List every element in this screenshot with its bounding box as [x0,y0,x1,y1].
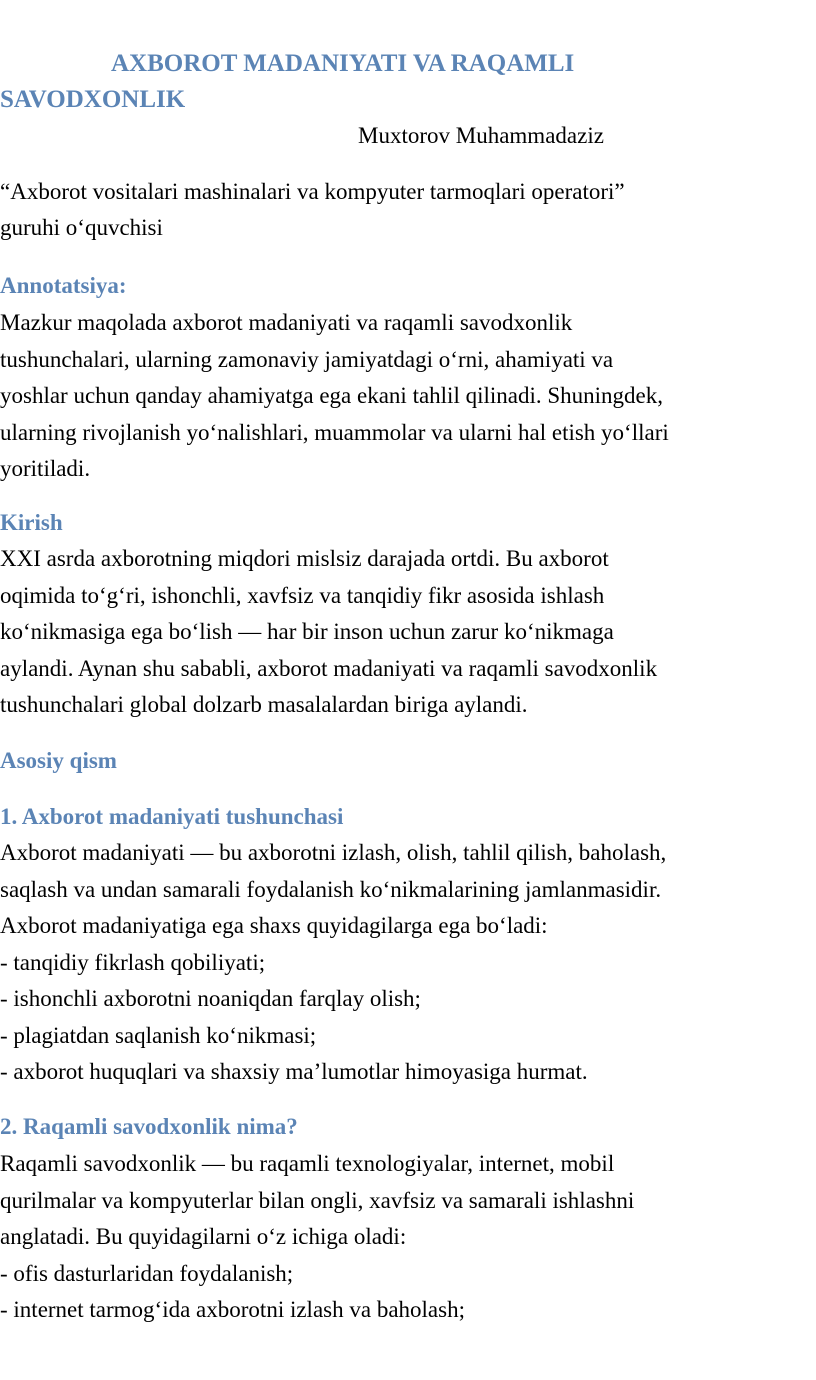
paragraph-line: Raqamli savodxonlik — bu raqamli texnologiyalar, internet, mobil [0,1151,615,1176]
paragraph-line: XXI asrda axborotning miqdori mislsiz darajada ortdi. Bu axborot [0,546,609,571]
paragraph-line: Axborot madaniyatiga ega shaxs quyidagilarga ega bo‘ladi: [0,913,548,938]
list-item: - plagiatdan saqlanish ko‘nikmasi; [0,1022,317,1048]
section1-paragraph [0,835,816,1091]
section1-heading: 1. Axborot madaniyati tushunchasi [0,804,344,829]
section2-heading: 2. Raqamli savodxonlik nima? [0,1114,298,1139]
main-heading: Asosiy qism [0,748,117,773]
author-name: Muxtorov Muhammadaziz [358,123,604,148]
list-item: - tanqidiy fikrlash qobiliyati; [0,949,266,975]
paragraph-line: anglatadi. Bu quyidagilarni o‘z ichiga oladi: [0,1224,407,1249]
paragraph-line: yoshlar uchun qanday ahamiyatga ega ekani tahlil qilinadi. Shuningdek, [0,383,663,408]
paragraph-line: Mazkur maqolada axborot madaniyati va raqamli savodxonlik [0,310,573,335]
document-title [0,46,760,118]
paragraph-line: saqlash va undan samarali foydalanish ko‘nikmalarining jamlanmasidir. [0,876,662,902]
section2-paragraph [0,1146,816,1329]
paragraph-line: yoritiladi. [0,456,91,481]
group-line: guruhi o‘quvchisi [0,215,163,240]
list-item: - axborot huquqlari va shaxsiy ma’lumotlar himoyasiga hurmat. [0,1059,588,1084]
title-line: AXBOROT MADANIYATI VA RAQAMLI [111,50,575,77]
title-line: SAVODXONLIK [0,86,186,113]
paragraph-line: oqimida to‘g‘ri, ishonchli, xavfsiz va tanqidiy fikr asosida ishlash [0,582,605,608]
intro-paragraph [0,541,816,724]
paragraph-line: Axborot madaniyati — bu axborotni izlash, olish, tahlil qilish, baholash, [0,840,667,865]
list-item: - ofis dasturlaridan foydalanish; [0,1260,294,1286]
list-item: - internet tarmog‘ida axborotni izlash va baholash; [0,1297,465,1322]
paragraph-line: qurilmalar va kompyuterlar bilan ongli, xavfsiz va samarali ishlashni [0,1187,635,1213]
intro-heading: Kirish [0,510,63,535]
annotation-paragraph [0,305,816,488]
paragraph-line: aylandi. Aynan shu sababli, axborot madaniyati va raqamli savodxonlik [0,655,658,681]
annotation-heading: Annotatsiya: [0,273,127,298]
group-line: “Axborot vositalari mashinalari va kompyuter tarmoqlari operatori” [0,179,625,204]
list-item: - ishonchli axborotni noaniqdan farqlay olish; [0,986,421,1011]
author-group [0,174,816,246]
paragraph-line: ularning rivojlanish yo‘nalishlari, muammolar va ularni hal etish yo‘llari [0,419,669,445]
paragraph-line: tushunchalari global dolzarb masalalardan biriga aylandi. [0,692,528,717]
paragraph-line: ko‘nikmasiga ega bo‘lish — har bir inson uchun zarur ko‘nikmaga [0,619,614,644]
paragraph-line: tushunchalari, ularning zamonaviy jamiyatdagi o‘rni, ahamiyati va [0,346,614,372]
